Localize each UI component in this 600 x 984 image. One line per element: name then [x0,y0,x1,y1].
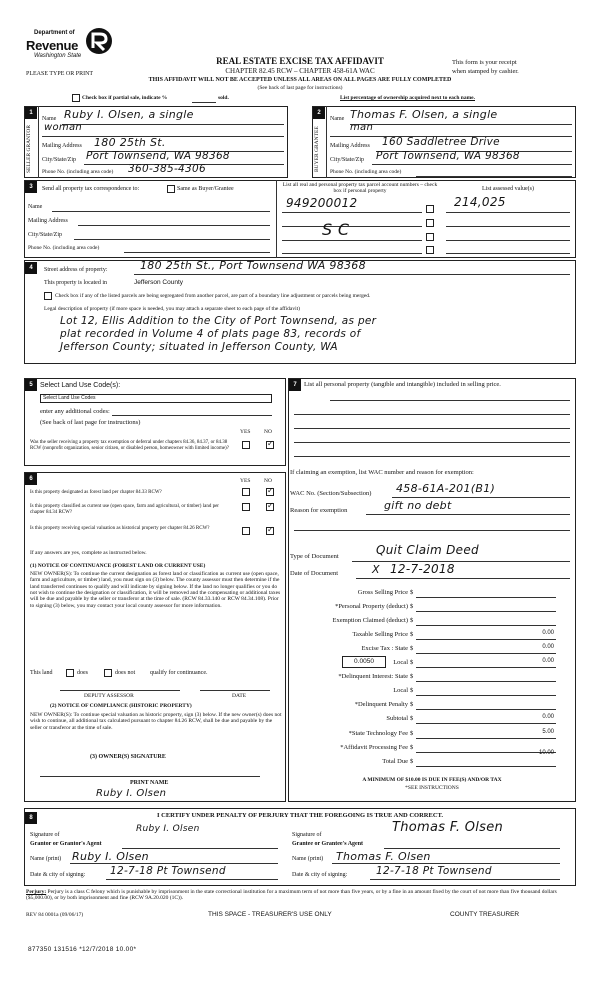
grantee-date-city-label: Date & city of signing: [292,872,348,878]
qualify-label: qualify for continuance. [150,670,208,676]
buyer-name-value[interactable]: Thomas F. Olsen, a single [350,108,498,121]
same-as-buyer-label: Same as Buyer/Grantee [177,186,234,192]
interest-state-field[interactable] [416,681,556,682]
doc-type-label: Type of Document [290,553,339,560]
s3-name-label: Name [28,204,43,210]
total-due-dollar: $ [410,758,414,765]
exemption-claimed-label: Exemption Claimed (deduct) [332,617,408,624]
seller-name-label: Name [42,116,57,122]
if-yes-note: If any answers are yes, complete as instructed below. [30,550,147,556]
penalty-field[interactable] [416,709,556,710]
same-as-buyer-checkbox[interactable] [167,185,175,193]
buyer-name-value-2[interactable]: man [350,122,374,133]
form-chapter: CHAPTER 82.45 RCW – CHAPTER 458-61A WAC [225,67,375,75]
interest-state-label: *Delinquent Interest: State [338,673,408,680]
exemption-yes-checkbox[interactable] [242,441,250,449]
gross-price-label: Gross Selling Price [357,589,408,596]
interest-local-label: Local [393,687,408,694]
historic-yes-checkbox[interactable] [242,527,250,535]
grantor-agent-label: Grantor or Grantor's Agent [30,841,102,847]
seller-mail-value[interactable]: 180 25th St. [94,136,166,149]
tech-fee-dollar: $ [410,730,414,737]
segregation-label: Check box if any of the listed parcels are being segregated from another parcel, are part of a boundary line adjustment or parcels being merged. [55,293,371,299]
claim-exemption-label: If claiming an exemption, list WAC number and reason for exemption: [290,469,474,476]
tech-fee-value[interactable]: 5.00 [542,729,554,735]
local-dollar: $ [410,659,414,666]
buyer-city-label: City/State/Zip [330,157,364,163]
personal-property-checkbox-4[interactable] [426,246,434,254]
doc-type-value[interactable]: Quit Claim Deed [376,543,479,557]
receipt-note-1: This form is your receipt [452,59,517,66]
additional-codes-label: enter any additional codes: [40,408,110,415]
taxable-price-dollar: $ [410,631,414,638]
perjury-text: Perjury is a class C felony which is punishable by imprisonment in the state correctional institution for a maximum term of not more than five years, or by a fine in an amount fixed by the court of not more than five thousand dollars ($5,000.00), or by both imprisonment and fine (RCW 9A.20.020 (1C)). [26,889,557,902]
grantee-agent-label: Grantee or Grantee's Agent [292,841,364,847]
land-use-label: Select Land Use Code(s): [40,382,121,389]
section-4-number: 4 [25,262,37,274]
historic-question: Is this property receiving special valuation as historical property per chapter 84.26 RCW? [30,526,210,531]
excise-state-dollar: $ [410,645,414,652]
partial-sale-checkbox[interactable] [72,94,80,102]
form-revision: REV 84 0001a (09/06/17) [26,912,84,918]
seller-city-value[interactable]: Port Townsend, WA 98368 [86,150,230,162]
section-6-number: 6 [25,473,37,485]
receipt-note-2: when stamped by cashier. [452,68,519,75]
s5-no-header: NO [264,429,272,435]
send-correspondence-label: Send all property tax correspondence to: [42,186,140,192]
buyer-mail-label: Mailing Address [330,143,370,149]
legal-line-2[interactable]: plat recorded in Volume 4 of plats page 83, records of [60,328,361,340]
subtotal-value[interactable]: 0.00 [542,714,554,720]
seller-phone-label: Phone No. (including area code) [42,169,114,175]
grantee-name-print[interactable]: Thomas F. Olsen [336,850,431,863]
grantee-date-city[interactable]: 12-7-18 Pt Townsend [376,865,492,877]
ownership-note: List percentage of ownership acquired next to each name. [340,95,475,101]
seller-mail-label: Mailing Address [42,143,82,149]
deputy-date-label: DATE [232,693,247,699]
current-use-yes-checkbox[interactable] [242,503,250,511]
notice-compliance-title: (2) NOTICE OF COMPLIANCE (HISTORIC PROPERTY) [50,703,192,709]
see-instructions-note: *SEE INSTRUCTIONS [405,785,459,791]
seller-city-label: City/State/Zip [42,157,76,163]
s3-phone-label: Phone No. (including area code) [28,245,100,251]
segregation-checkbox[interactable] [44,292,52,300]
excise-state-label: Excise Tax : State [361,645,408,652]
legal-line-3[interactable]: Jefferson County; situated in Jefferson County, WA [60,341,338,353]
located-in-label: This property is located in [44,280,107,286]
street-address-value[interactable]: 180 25th St., Port Townsend WA 98368 [140,259,366,272]
partial-sold-label: sold. [218,95,229,101]
certify-statement: I CERTIFY UNDER PENALTY OF PERJURY THAT THE FOREGOING IS TRUE AND CORRECT. [156,812,443,819]
subtotal-label: Subtotal [386,715,408,722]
wac-value[interactable]: 458-61A-201(B1) [396,482,496,495]
notice-continuance-title: (1) NOTICE OF CONTINUANCE (FOREST LAND OR CURRENT USE) [30,563,206,569]
section-8-number: 8 [25,812,37,824]
county-value[interactable]: Jefferson County [134,279,184,286]
personal-property-dollar: $ [410,603,414,610]
buyer-city-value[interactable]: Port Townsend, WA 98368 [376,150,520,162]
buyer-phone-label: Phone No. (including area code) [330,169,402,175]
s3-mail-label: Mailing Address [28,218,68,224]
doc-date-label: Date of Document [290,570,339,577]
personal-property-field[interactable] [416,611,556,612]
personal-property-label: *Personal Property (deduct) [335,603,408,610]
this-land-label: This land [30,670,53,676]
s3-city-label: City/State/Zip [28,232,62,238]
reason-value[interactable]: gift no debt [384,499,452,512]
interest-state-dollar: $ [410,673,414,680]
street-address-label: Street address of property: [44,267,108,273]
legal-description-label: Legal description of property (if more space is needed, you may attach a separate sheet to each page of the affidavit) [44,306,300,312]
affidavit-fee-dollar: $ [410,744,414,751]
section-2-number: 2 [313,107,325,119]
perjury-notice [26,889,578,902]
land-use-select[interactable]: Select Land Use Codes [40,394,272,403]
grantee-signature[interactable]: Thomas F. Olsen [392,820,504,835]
personal-property-checkbox-1[interactable] [426,205,434,213]
receipt-stamp: 877350 131516 *12/7/2018 10.00* [28,946,137,953]
minimum-due-note: A MINIMUM OF $10.00 IS DUE IN FEE(S) AND/OR TAX [362,777,502,783]
form-title: REAL ESTATE EXCISE TAX AFFIDAVIT [216,56,384,66]
forest-question: Is this property designated as forest land per chapter 84.33 RCW? [30,490,162,495]
partial-sale-label: Check box if partial sale, indicate % [82,95,168,101]
seller-name-value[interactable]: Ruby I. Olsen, a single [64,108,194,121]
form-see-back: (See back of last page for instructions) [257,85,343,91]
partial-percent-line [192,102,216,103]
doc-date-value[interactable]: 12-7-2018 [390,562,455,576]
reason-label: Reason for exemption [290,507,348,514]
print-name-label: PRINT NAME [130,780,169,786]
buyer-mail-value[interactable]: 160 Saddletree Drive [382,136,500,148]
exemption-claimed-field[interactable] [416,625,556,626]
exemption-question: Was the seller receiving a property tax exemption or deferral under chapters 84.36, 84.37, or 84.38 RCW (nonprofit organization, senior citizen, or disabled person, homeowner with limited income)? [30,440,229,451]
total-due-label: Total Due [382,758,408,765]
section-6-box [24,472,286,802]
s5-see-back: (See back of last page for instructions) [40,419,141,426]
seller-name-value-2[interactable]: woman [44,122,83,133]
taxable-price-label: Taxable Selling Price [352,631,408,638]
land-does-not-label: does not [115,670,136,676]
buyer-name-label: Name [330,116,345,122]
total-due-value[interactable]: 10.00 [538,750,554,756]
parcel-number-value[interactable]: 949200012 [286,196,358,210]
penalty-label: *Delinquent Penalty [354,701,408,708]
personal-property-checkbox-2[interactable] [426,219,434,227]
tech-fee-label: *State Technology Fee [348,730,408,737]
grantee-sig-label-1: Signature of [292,832,322,838]
subtotal-dollar: $ [410,715,414,722]
assessed-value[interactable]: 214,025 [454,195,506,209]
s6-yes-header: YES [240,478,251,484]
s5-yes-header: YES [240,429,251,435]
dept-large: Revenue [26,38,79,53]
land-does-not-checkbox[interactable] [104,669,112,677]
doc-date-mark: X [372,563,380,576]
gross-price-dollar: $ [410,589,414,596]
perjury-bold: Perjury: [26,889,47,895]
form-warning: THIS AFFIDAVIT WILL NOT BE ACCEPTED UNLESS ALL AREAS ON ALL PAGES ARE FULLY COMPLETED [148,77,452,83]
grantor-date-city-label: Date & city of signing: [30,872,86,878]
s6-no-header: NO [264,478,272,484]
exemption-claimed-dollar: $ [410,617,414,624]
owner-signature-label: (3) OWNER(S) SIGNATURE [90,754,166,760]
seller-phone-value[interactable]: 360-385-4306 [128,163,206,175]
deputy-assessor-label: DEPUTY ASSESSOR [84,693,134,699]
grantor-name-print-label: Name (print) [30,856,62,862]
grantee-name-print-label: Name (print) [292,856,324,862]
assessed-header: List assessed value(s) [482,186,534,192]
notice-continuance-text: NEW OWNER(S): To continue the current designation as forest land or classification as current use (open space, farm and agriculture, or timber) land, you must sign on (3) below. The county assessor must then determine if the land transferred continues to qualify and will indicate by signing below. If the land no longer qualifies or you do not wish to continue the designation or classification, it will be removed and the compensating or additional taxes will be due and payable by the seller or transferor at the time of sale. (RCW 84.33.140 or RCW 84.34.108). Prior to signing (3) below, you may contact your local county assessor for more information. [30,571,281,609]
section-1-number: 1 [25,107,37,119]
sc-mark: S C [322,220,350,239]
exemption-no-checkbox[interactable] [266,441,274,449]
grantor-name-print[interactable]: Ruby I. Olsen [72,850,149,863]
forest-yes-checkbox[interactable] [242,488,250,496]
current-use-no-checkbox[interactable] [266,503,274,511]
forest-no-checkbox[interactable] [266,488,274,496]
notice-compliance-text: NEW OWNER(S): To continue special valuation as historic property, sign (3) below. If the new owner(s) does not wish to continue, all additional tax calculated pursuant to chapter 84.26 RCW, shall be due and payable by the seller or transferor at the time of sale. [30,712,282,731]
local-value[interactable]: 0.00 [542,658,554,664]
affidavit-fee-label: *Affidavit Processing Fee [340,744,408,751]
section-7-number: 7 [289,379,301,391]
parcel-header: List all real and personal property tax parcel account numbers – check box if personal property [282,182,438,195]
land-does-label: does [77,670,88,676]
legal-line-1[interactable]: Lot 12, Ellis Addition to the City of Port Townsend, as per [60,315,377,327]
interest-local-field[interactable] [416,695,556,696]
please-print: PLEASE TYPE OR PRINT [26,71,94,77]
section-5-number: 5 [25,379,37,391]
local-label: Local [393,659,408,666]
land-does-checkbox[interactable] [66,669,74,677]
personal-property-checkbox-3[interactable] [426,233,434,241]
personal-property-list-label: List all personal property (tangible and intangible) included in selling price. [304,381,501,388]
grantor-date-city[interactable]: 12-7-18 Pt Townsend [110,865,226,877]
interest-local-dollar: $ [410,687,414,694]
print-name-value[interactable]: Ruby I. Olsen [96,788,167,799]
local-rate-field[interactable]: 0.0050 [342,656,386,668]
grantor-signature[interactable]: Ruby I. Olsen [136,824,200,834]
penalty-dollar: $ [410,701,414,708]
section-3-number: 3 [25,181,37,193]
buyer-side-label: BUYER GRANTEE [314,126,320,172]
dor-logo-icon [84,26,114,56]
excise-state-value[interactable]: 0.00 [542,644,554,650]
grantor-sig-label-1: Signature of [30,832,60,838]
gross-price-field[interactable] [416,597,556,598]
wac-label: WAC No. (Section/Subsection) [290,490,372,497]
county-treasurer: COUNTY TREASURER [450,911,520,918]
dept-small: Department of [34,30,75,36]
taxable-price-value[interactable]: 0.00 [542,630,554,636]
dept-state: Washington State [34,53,82,59]
seller-side-label: SELLER GRANTOR [26,124,32,174]
current-use-question: Is this property classified as current use (open space, farm and agricultural, or timber) land per chapter 84.34 RCW? [30,504,219,515]
historic-no-checkbox[interactable] [266,527,274,535]
treasurer-space: THIS SPACE - TREASURER'S USE ONLY [208,911,332,918]
